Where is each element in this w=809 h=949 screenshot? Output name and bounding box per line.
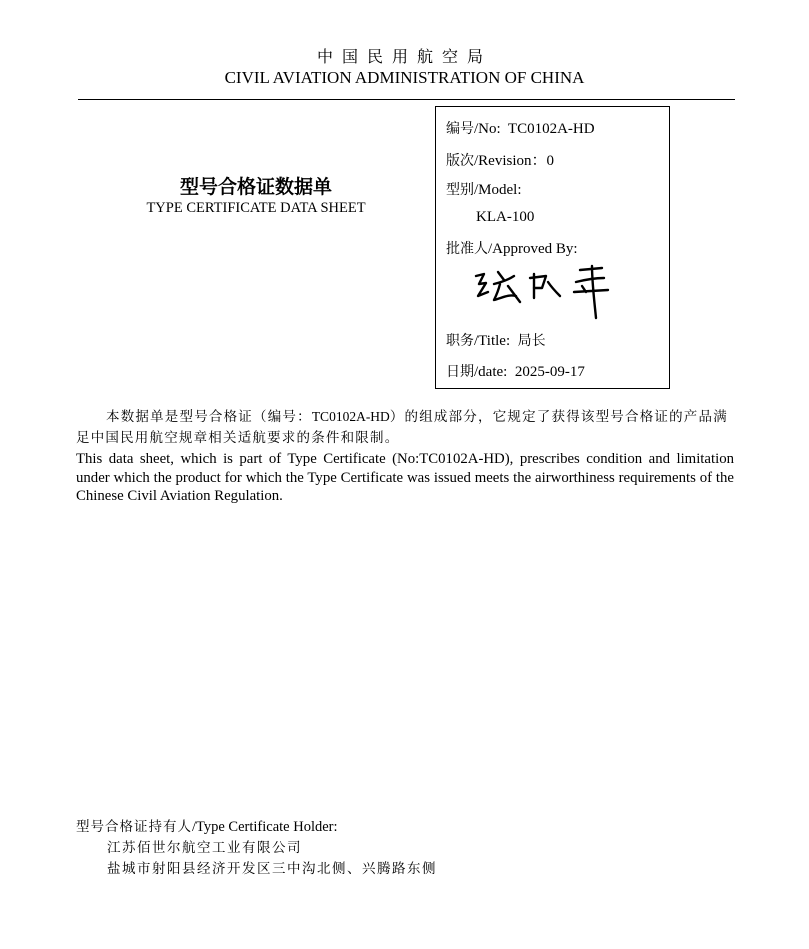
model-label-en: /Model: — [474, 182, 522, 198]
date-line — [446, 361, 585, 381]
approved-by-label-cn: 批准人 — [446, 241, 488, 257]
signature-stroke-5 — [508, 286, 520, 302]
revision-line — [446, 149, 554, 170]
intro-cn-certificate-number: TC0102A-HD — [311, 409, 390, 424]
job-title-label-cn: 职务 — [446, 333, 474, 349]
revision-label-en: /Revision： — [474, 153, 547, 169]
certificate-holder-label — [76, 815, 338, 836]
page-title-en: TYPE CERTIFICATE DATA SHEET — [146, 200, 366, 216]
approver-signature — [468, 262, 618, 322]
intro-cn-suffix: ）的组成部分，它规定了获得该型号合格证的产品满足中国民用航空规章相关适航要求的条件和限制。 — [76, 409, 728, 446]
date-label-en: /date: — [474, 364, 508, 380]
model-value: KLA-100 — [476, 209, 535, 225]
job-title-label-en: /Title: — [474, 333, 511, 349]
job-title-line — [446, 330, 546, 350]
signature-stroke-11 — [574, 290, 608, 292]
certificate-holder-label-en: /Type Certificate Holder: — [192, 819, 338, 835]
model-line — [446, 179, 522, 199]
page-title-cn: 型号合格证数据单 — [179, 176, 332, 198]
intro-paragraph-cn — [76, 406, 736, 449]
header-divider — [78, 99, 735, 100]
date-value: 2025-09-17 — [514, 364, 585, 380]
signature-stroke-10 — [576, 278, 604, 282]
certificate-info-box — [435, 106, 670, 389]
approved-by-line — [446, 238, 578, 258]
signature-stroke-7 — [530, 276, 546, 288]
model-label-cn: 型别 — [446, 182, 474, 198]
certificate-number-label-en: /No: — [474, 121, 501, 137]
authority-name-en: CIVIL AVIATION ADMINISTRATION OF CHINA — [224, 68, 585, 87]
authority-name-cn: 中国民用航空局 — [316, 47, 492, 66]
holder-address: 盐城市射阳县经济开发区三中沟北侧、兴腾路东侧 — [107, 861, 437, 877]
certificate-holder-label-cn: 型号合格证持有人 — [76, 819, 192, 835]
signature-stroke-12 — [592, 266, 596, 318]
revision-value: 0 — [546, 153, 555, 169]
signature-stroke-1 — [476, 274, 488, 296]
signature-stroke-3 — [494, 276, 514, 284]
revision-label-cn: 版次 — [446, 153, 474, 169]
intro-paragraph-en: This data sheet, which is part of Type Certificate (No:TC0102A-HD), prescribes condition and limitation under which the product for which the Type Certificate was issued meets the airworthiness requirements of the Chinese Civil Aviation Regulation. — [76, 451, 734, 504]
date-label-cn: 日期 — [446, 364, 474, 380]
job-title-value: 局长 — [517, 333, 546, 349]
certificate-number-label-cn: 编号 — [446, 121, 474, 137]
signature-stroke-2 — [498, 272, 504, 280]
approved-by-label-en: /Approved By: — [488, 241, 578, 257]
signature-stroke-8 — [548, 282, 560, 296]
certificate-number-value: TC0102A-HD — [507, 121, 595, 137]
holder-company-name: 江苏佰世尔航空工业有限公司 — [107, 840, 302, 856]
intro-cn-prefix: 本数据单是型号合格证（编号： — [106, 409, 312, 425]
certificate-number-line — [446, 118, 595, 138]
